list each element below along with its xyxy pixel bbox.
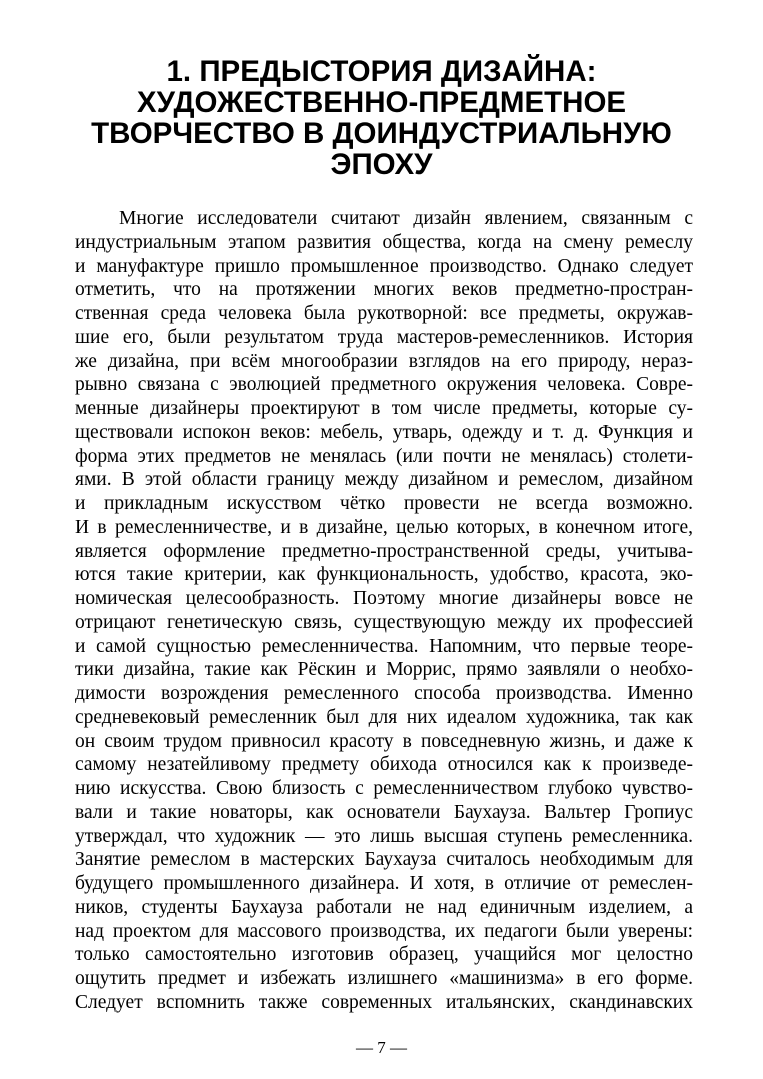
paragraph-line: вали и такие новаторы, как основатели Баухауза. Вальтер Гропиус: [75, 801, 693, 823]
paragraph-line: шие его, были результатом труда мастеров-ремесленников. История: [75, 326, 693, 348]
paragraph-line: и самой сущностью ремесленничества. Напомним, что первые теоре-: [75, 635, 693, 657]
chapter-title: [80, 56, 683, 180]
paragraph-line: И в ремесленничестве, и в дизайне, целью которых, в конечном итоге,: [75, 516, 693, 538]
paragraph-line: только самостоятельно изготовив образец, учащийся мог целостно: [75, 944, 693, 966]
paragraph-line: ников, студенты Баухауза работали не над единичным изделием, а: [75, 896, 693, 918]
paragraph-line: рывно связана с эволюцией предметного окружения человека. Совре-: [75, 374, 693, 396]
paragraph-line: ощутить предмет и избежать излишнего «машинизма» в его форме.: [75, 968, 693, 989]
paragraph-line: Следует вспомнить также современных итальянских, скандинавских: [75, 991, 693, 1013]
paragraph-line: ственная среда человека была рукотворной: все предметы, окружав-: [75, 303, 693, 324]
chapter-title-line: 1. ПРЕДЫСТОРИЯ ДИЗАЙНА:: [166, 55, 597, 88]
paragraph-line: номическая целесообразность. Поэтому многие дизайнеры вовсе не: [75, 588, 693, 609]
paragraph-line: индустриальным этапом развития общества, когда на смену ремеслу: [75, 231, 693, 253]
paragraph-line: димости возрождения ремесленного способа производства. Именно: [75, 683, 693, 704]
paragraph-line: отрицают генетическую связь, существующую между их профессией: [75, 611, 693, 633]
paragraph-line: утверждал, что художник — это лишь высшая ступень ремесленника.: [75, 825, 693, 847]
paragraph-line: же дизайна, при всём многообразии взглядов на его природу, нераз-: [75, 350, 693, 372]
paragraph-line: отметить, что на протяжении многих веков предметно-простран-: [75, 279, 693, 301]
paragraph-line: ются такие критерии, как функциональность, удобство, красота, эко-: [75, 564, 693, 586]
paragraph-line: и мануфактуре пришло промышленное производство. Однако следует: [75, 255, 693, 277]
paragraph-line: ществовали испокон веков: мебель, утварь, одежду и т. д. Функция и: [75, 421, 693, 443]
paragraph-line: нию искусства. Свою близость с ремесленничеством глубоко чувство-: [75, 778, 693, 799]
body-paragraph: [75, 207, 693, 1015]
paragraph-line: он своим трудом привносил красоту в повседневную жизнь, и даже к: [75, 730, 693, 752]
chapter-title-line: ХУДОЖЕСТВЕННО-ПРЕДМЕТНОЕ: [136, 86, 627, 119]
paragraph-line: средневековый ремесленник был для них идеалом художника, так как: [75, 706, 693, 728]
paragraph-line: над проектом для массового производства, их педагоги были уверены:: [75, 920, 693, 942]
paragraph-line: является оформление предметно-пространственной среды, учитыва-: [75, 540, 693, 562]
paragraph-line: и прикладным искусством чётко провести не всегда возможно.: [75, 493, 693, 514]
paragraph-line: самому незатейливому предмету обихода относился как к произведе-: [75, 754, 693, 776]
chapter-title-line: ТВОРЧЕСТВО В ДОИНДУСТРИАЛЬНУЮ: [91, 117, 672, 150]
paragraph-line: Занятие ремеслом в мастерских Баухауза считалось необходимым для: [75, 849, 693, 871]
paragraph-line: будущего промышленного дизайнера. И хотя, в отличие от ремеслен-: [75, 873, 693, 894]
paragraph-line: форма этих предметов не менялась (или почти не менялась) столети-: [75, 445, 693, 467]
paragraph-line: тики дизайна, такие как Рёскин и Моррис, прямо заявляли о необхо-: [75, 659, 693, 681]
paragraph-line: Многие исследователи считают дизайн явлением, связанным с: [119, 208, 693, 229]
page-number: — 7 —: [356, 1038, 407, 1057]
paragraph-line: менные дизайнеры проектируют в том числе предметы, которые су-: [75, 398, 693, 419]
paragraph-line: ями. В этой области границу между дизайном и ремеслом, дизайном: [75, 469, 693, 491]
chapter-title-line: ЭПОХУ: [330, 148, 433, 181]
